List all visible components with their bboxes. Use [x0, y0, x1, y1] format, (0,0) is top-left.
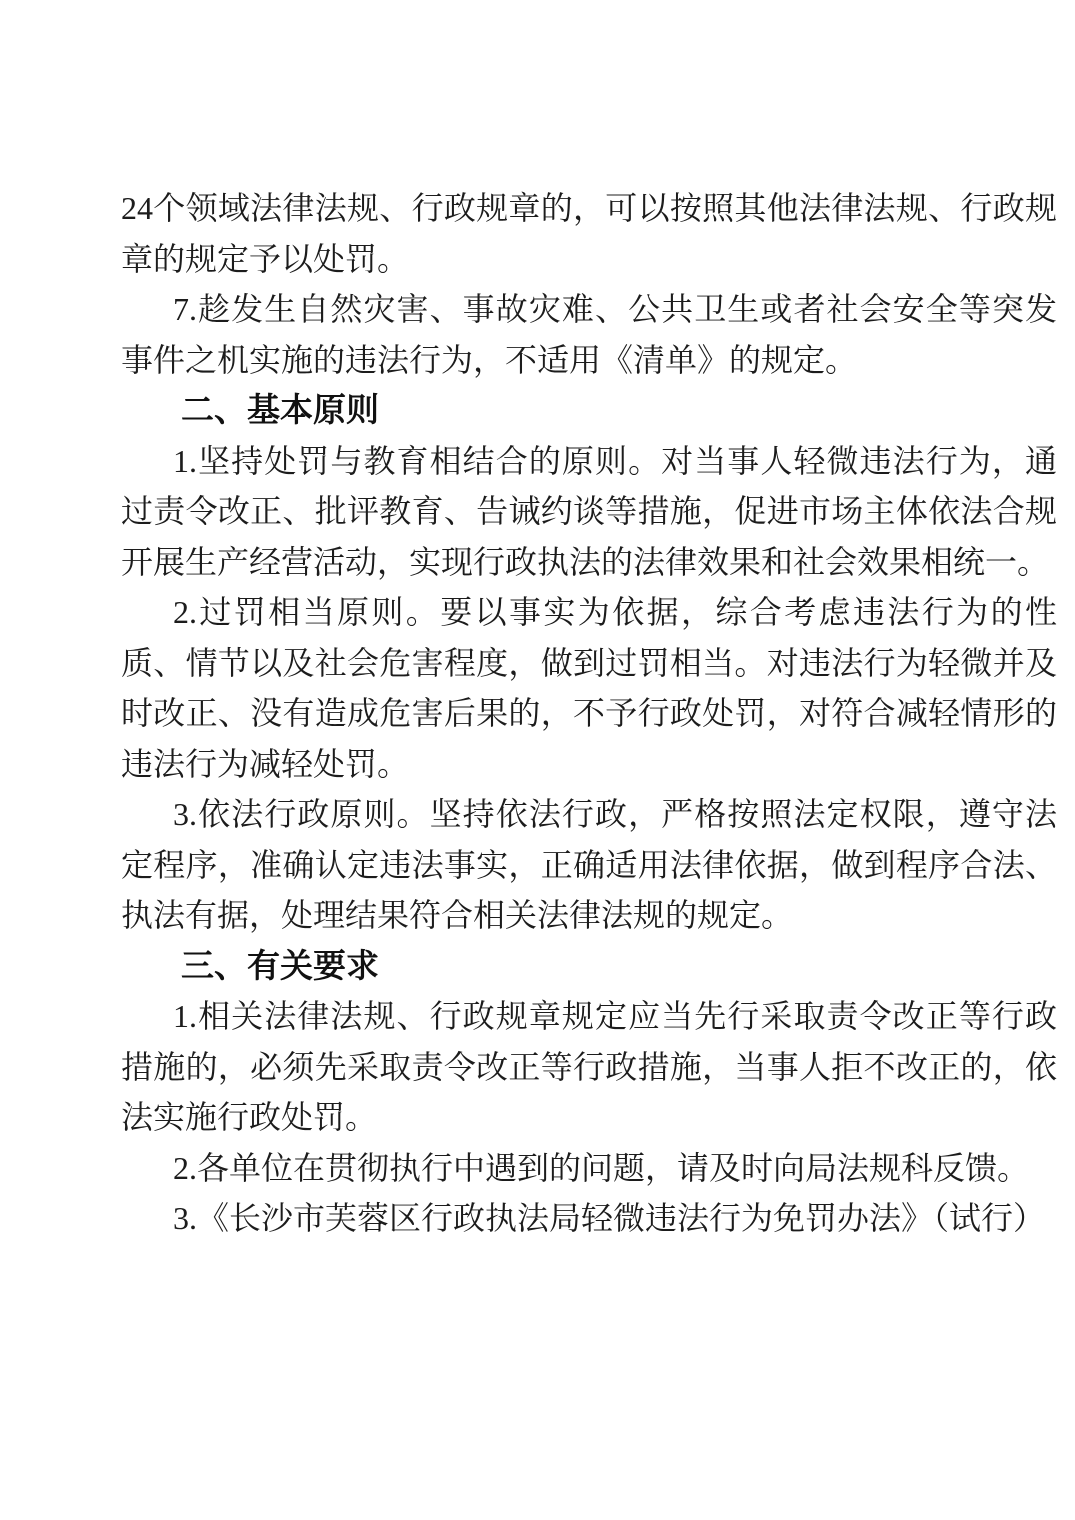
body-paragraph-principle-1: 1.坚持处罚与教育相结合的原则。对当事人轻微违法行为，通过责令改正、批评教育、告诫约谈等措施，促进市场主体依法合规开展生产经营活动，实现行政执法的法律效果和社会效果相统一。: [121, 442, 1057, 580]
body-paragraph-principle-2: 2.过罚相当原则。要以事实为依据，综合考虑违法行为的性质、情节以及社会危害程度，做到过罚相当。对违法行为轻微并及时改正、没有造成危害后果的，不予行政处罚，对符合减轻情形的违法行为减轻处罚。: [121, 594, 1057, 782]
body-paragraph-requirement-1: 1.相关法律法规、行政规章规定应当先行采取责令改正等行政措施的，必须先采取责令改正等行政措施，当事人拒不改正的，依法实施行政处罚。: [121, 998, 1057, 1135]
body-paragraph-requirement-2: 2.各单位在贯彻执行中遇到的问题，请及时向局法规科反馈。: [173, 1149, 1030, 1186]
body-paragraph-continuation: 24个领域法律法规、行政规章的，可以按照其他法律法规、行政规章的规定予以处罚。: [121, 190, 1057, 277]
section-heading-basic-principles: 二、基本原则: [181, 391, 379, 428]
body-paragraph-principle-3: 3.依法行政原则。坚持依法行政，严格按照法定权限，遵守法定程序，准确认定违法事实，正确适用法律依据，做到程序合法、执法有据，处理结果符合相关法律法规的规定。: [121, 796, 1057, 933]
document-text-block: [121, 183, 1057, 1244]
body-paragraph-requirement-3: 3.《长沙市芙蓉区行政执法局轻微违法行为免罚办法》（试行）: [173, 1200, 1046, 1236]
section-heading-requirements: 三、有关要求: [181, 946, 379, 984]
body-paragraph-item-7: 7.趁发生自然灾害、事故灾难、公共卫生或者社会安全等突发事件之机实施的违法行为，不适用《清单》的规定。: [121, 291, 1057, 378]
